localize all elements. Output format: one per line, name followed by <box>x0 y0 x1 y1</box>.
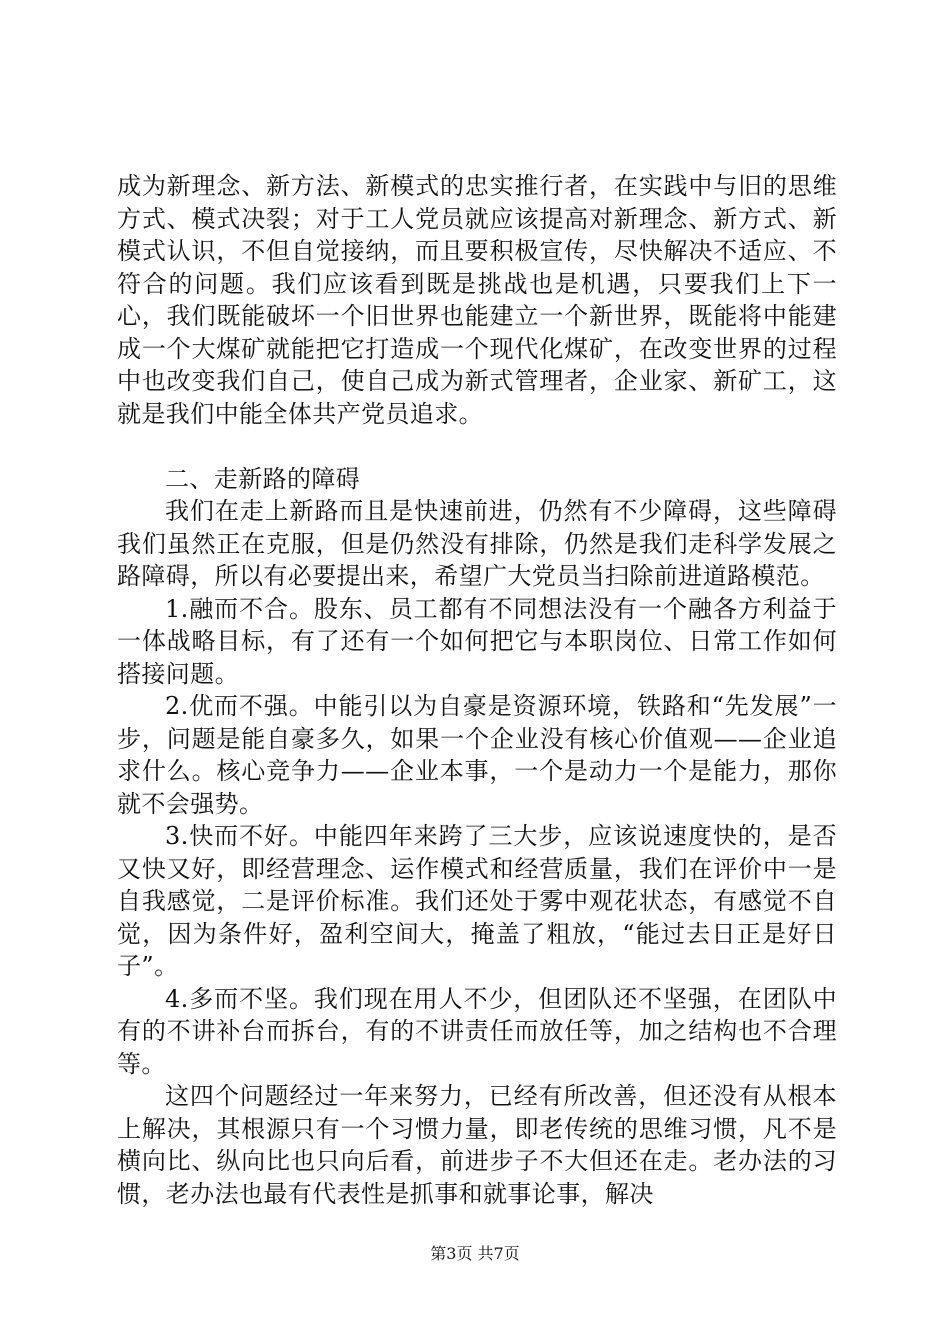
paragraph-section-intro: 我们在走上新路而且是快速前进，仍然有不少障碍，这些障碍我们虽然正在克服，但是仍然没有排除，仍然是我们走科学发展之路障碍，所以有必要提出来，希望广大党员当扫除前进道路模范。 <box>117 497 837 590</box>
paragraph-item-3: 3.快而不好。中能四年来跨了三大步，应该说速度快的，是否又快又好，即经营理念、运作模式和经营质量，我们在评价中一是自我感觉，二是评价标准。我们还处于雾中观花状态，有感觉不自觉，因为条件好，盈利空间大，掩盖了粗放，“能过去日正是好日子”。 <box>117 822 837 980</box>
paragraph-item-1: 1.融而不合。股东、员工都有不同想法没有一个融各方利益于一体战略目标，有了还有一个如何把它与本职岗位、日常工作如何搭接问题。 <box>117 594 837 688</box>
paragraph-item-4: 4.多而不坚。我们现在用人不少，但团队还不坚强，在团队中有的不讲补台而拆台，有的不讲责任而放任等，加之结构也不合理等。 <box>117 984 837 1078</box>
page-number-footer: 第3页 共7页 <box>430 1244 520 1263</box>
paragraph-intro-continuation: 成为新理念、新方法、新模式的忠实推行者，在实践中与旧的思维方式、模式决裂；对于工人党员就应该提高对新理念、新方式、新模式认识，不但自觉接纳，而且要积极宣传，尽快解决不适应、不符合的问题。我们应该看到既是挑战也是机遇，只要我们上下一心，我们既能破坏一个旧世界也能建立一个新世界，既能将中能建成一个大煤矿就能把它打造成一个现代化煤矿，在改变世界的过程中也改变我们自己，使自己成为新式管理者，企业家、新矿工，这就是我们中能全体共产党员追求。 <box>117 172 837 428</box>
paragraph-item-2: 2.优而不强。中能引以为自豪是资源环境，铁路和“先发展”一步，问题是能自豪多久，如果一个企业没有核心价值观——企业追求什么。核心竞争力——企业本事，一个是动力一个是能力，那你就不会强势。 <box>117 692 837 818</box>
paragraph-spacer <box>117 430 837 463</box>
document-body <box>117 170 837 1210</box>
section-heading: 二、走新路的障碍 <box>165 464 361 493</box>
paragraph-summary: 这四个问题经过一年来努力，已经有所改善，但还没有从根本上解决，其根源只有一个习惯力量，即老传统的思维习惯，凡不是横向比、纵向比也只向后看，前进步子不大但还在走。老办法的习惯，老办法也最有代表性是抓事和就事论事，解决 <box>117 1082 837 1208</box>
